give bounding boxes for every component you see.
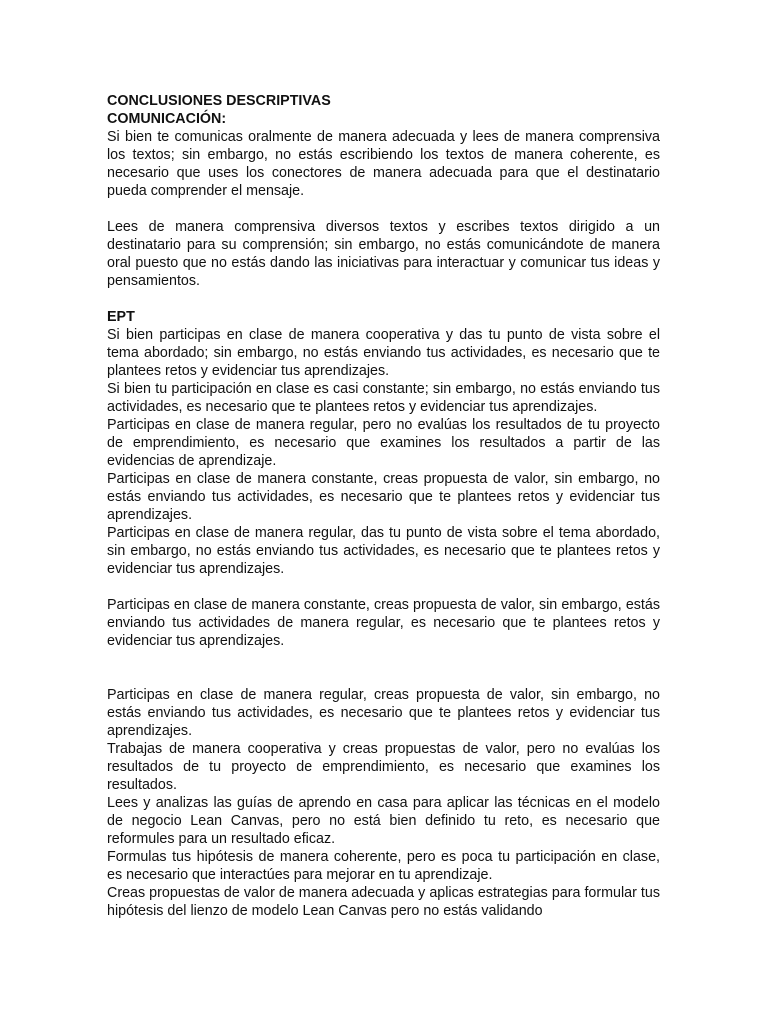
document-title: CONCLUSIONES DESCRIPTIVAS (107, 93, 331, 109)
paragraph: Lees y analizas las guías de aprendo en casa para aplicar las técnicas en el modelo de negocio Lean Canvas, pero no está bien definido tu reto, es necesario que reformules para un resultado eficaz. (107, 795, 660, 847)
section-heading: EPT (107, 309, 135, 325)
paragraph: Trabajas de manera cooperativa y creas propuestas de valor, pero no evalúas los resultados de tu proyecto de emprendimiento, es necesario que examines los resultados. (107, 741, 660, 793)
paragraph: Si bien te comunicas oralmente de manera adecuada y lees de manera comprensiva los textos; sin embargo, no estás escribiendo los textos de manera coherente, es necesario que uses los conectores de manera adecuada para que el destinatario pueda comprender el mensaje. (107, 129, 660, 199)
section-ept (107, 308, 660, 920)
paragraph: Formulas tus hipótesis de manera coherente, pero es poca tu participación en clase, es necesario que interactúes para mejorar en tu aprendizaje. (107, 849, 660, 883)
paragraph: Participas en clase de manera regular, pero no evalúas los resultados de tu proyecto de emprendimiento, es necesario que examines los resultados a partir de las evidencias de aprendizaje. (107, 417, 660, 469)
paragraph: Creas propuestas de valor de manera adecuada y aplicas estrategias para formular tus hipótesis del lienzo de modelo Lean Canvas pero no estás validando (107, 885, 660, 919)
document-page (107, 92, 660, 920)
paragraph: Si bien participas en clase de manera cooperativa y das tu punto de vista sobre el tema abordado; sin embargo, no estás enviando tus actividades, es necesario que te plantees retos y evidenciar tus aprendizajes. (107, 327, 660, 379)
paragraph: Participas en clase de manera regular, creas propuesta de valor, sin embargo, no estás enviando tus actividades, es necesario que te plantees retos y evidenciar tus aprendizajes. (107, 687, 660, 739)
section-comunicacion (107, 110, 660, 290)
paragraph: Participas en clase de manera constante, creas propuesta de valor, sin embargo, estás enviando tus actividades de manera regular, es necesario que te plantees retos y evidenciar tus aprendizajes. (107, 597, 660, 649)
paragraph: Si bien tu participación en clase es casi constante; sin embargo, no estás enviando tus actividades, es necesario que te plantees retos y evidenciar tus aprendizajes. (107, 381, 660, 415)
section-heading: COMUNICACIÓN: (107, 111, 227, 127)
paragraph: Participas en clase de manera constante, creas propuesta de valor, sin embargo, no estás enviando tus actividades, es necesario que te plantees retos y evidenciar tus aprendizajes. (107, 471, 660, 523)
paragraph: Lees de manera comprensiva diversos textos y escribes textos dirigido a un destinatario para su comprensión; sin embargo, no estás comunicándote de manera oral puesto que no estás dando las iniciativas para interactuar y comunicar tus ideas y pensamientos. (107, 219, 660, 289)
paragraph: Participas en clase de manera regular, das tu punto de vista sobre el tema abordado, sin embargo, no estás enviando tus actividades, es necesario que te plantees retos y evidenciar tus aprendizajes. (107, 525, 660, 577)
